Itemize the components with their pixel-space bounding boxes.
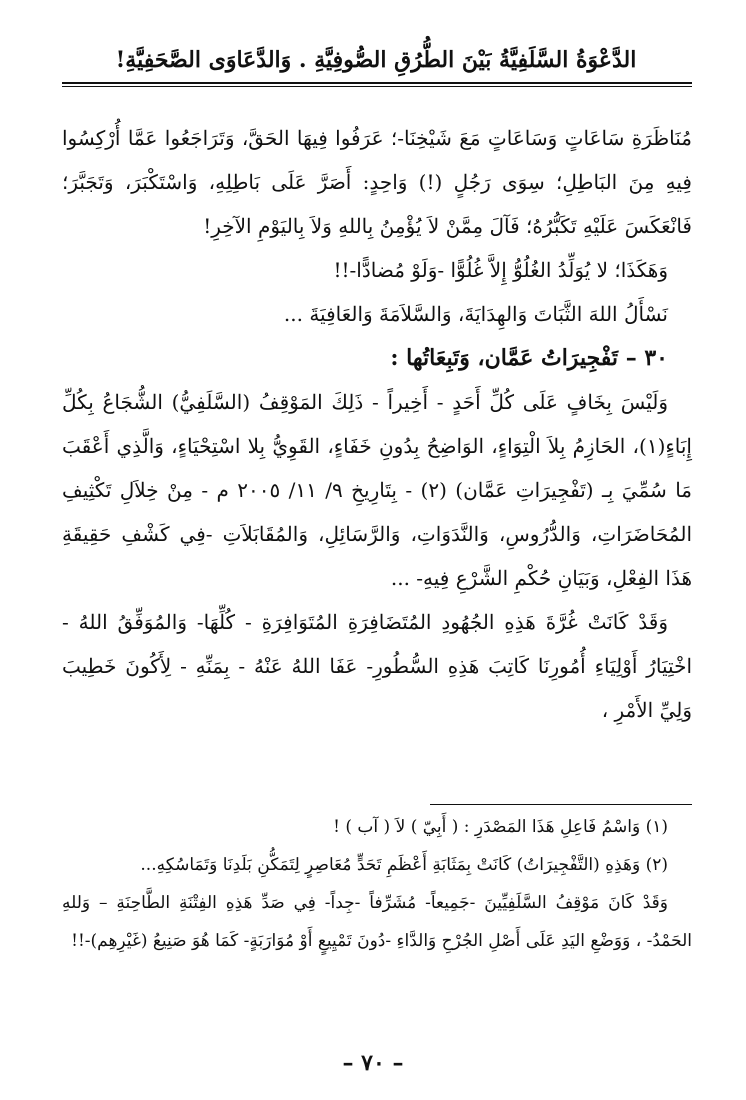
footnote-2-continued: وَقَدْ كَانَ مَوْقِفُ السَّلَفِيِّينَ -جَمِيعاً- مُشَرِّفاً -جِداً- فِي صَدِّ هَذِهِ الفِتْنَةِ الطَّاحِنَةِ – وَللهِ الحَمْدُ- ، وَوَضْعِ اليَدِ عَلَى أَصْلِ الجُرْحِ وَالدَّاءِ -دُونَ تَمْيِيعٍ أَوْ مُوَارَبَةٍ- كَمَا هُوَ صَنِيعُ (غَيْرِهِم)-!! <box>62 893 692 951</box>
header-rule-thin <box>62 86 692 87</box>
running-header: الدَّعْوَةُ السَّلَفِيَّةُ بَيْنَ الطُّرُقِ الصُّوفِيَّةِ . وَالدَّعَاوَى الصَّحَفِيَّةِ! <box>115 47 637 73</box>
paragraph-3: نَسْأَلُ اللهَ الثَّبَاتَ وَالهِدَايَةَ، وَالسَّلاَمَةَ وَالعَافِيَةَ ... <box>283 302 668 326</box>
page-number: – ٧٠ – <box>342 1050 404 1076</box>
footnote-1: (١) وَاسْمُ فَاعِلِ هَذَا المَصْدَرِ : ( أَبِيّ ) لاَ ( آب ) ! <box>333 817 668 837</box>
paragraph-4: وَلَيْسَ بِخَافٍ عَلَى كُلِّ أَحَدٍ - أَخِيراً - ذَلِكَ المَوْقِفُ (السَّلَفِيُّ) الشُّجَاعُ بِكُلِّ إِبَاءٍ(١)، الحَازِمُ بِلاَ الْتِوَاءٍ، الوَاضِحُ بِدُونِ خَفَاءٍ، القَوِيُّ بِلا اسْتِحْيَاءٍ، وَالَّذِي أَعْقَبَ مَا سُمِّيَ بِـ (تَفْجِيرَاتِ عَمَّان) (٢) - بِتَارِيخِ ٩/ ١١/ ٢٠٠٥ م - مِنْ خِلاَلِ تَكْثِيفِ المُحَاضَرَاتِ، وَالدُّرُوسِ، وَالنَّدَوَاتِ، وَالرَّسَائِلِ، وَالمُقَابَلاَتِ -فِي كَشْفِ حَقِيقَةِ هَذَا الفِعْلِ، وَبَيَانِ حُكْمِ الشَّرْعِ فِيهِ- ... <box>62 390 692 590</box>
footnotes <box>62 804 692 960</box>
main-text <box>62 116 692 732</box>
paragraph-1: مُنَاظَرَةِ سَاعَاتٍ وَسَاعَاتٍ مَعَ شَيْخِنَا-؛ عَرَفُوا فِيهَا الحَقَّ، وَتَرَاجَعُوا عَمَّا أُرْكِسُوا فِيهِ مِنَ البَاطِلِ؛ سِوَى رَجُلٍ (!) وَاحِدٍ: أَصَرَّ عَلَى بَاطِلِهِ، وَاسْتَكْبَرَ، وَتَجَبَّرَ؛ فَانْعَكَسَ عَلَيْهِ تَكَبُّرُهُ؛ فَآلَ مِمَّنْ لاَ يُؤْمِنُ بِاللهِ وَلاَ بِاليَوْمِ الآخِرِ! <box>62 126 692 238</box>
footnote-2: (٢) وَهَذِهِ (التَّفْجِيرَاتُ) كَانَتْ بِمَثَابَةِ أَعْظَمِ تَحَدٍّ مُعَاصِرٍ لِتَمَكُّنِ بَلَدِنَا وَتَمَاسُكِهِ... <box>140 855 668 875</box>
header-rule <box>62 82 692 84</box>
section-heading: ٣٠ – تَفْجِيرَاتُ عَمَّان، وَتَبِعَاتُها : <box>390 345 668 371</box>
paragraph-5: وَقَدْ كَانَتْ غُرَّةَ هَذِهِ الجُهُودِ المُتَضَافِرَةِ المُتَوَافِرَةِ - كُلِّهَا- وَالمُوَفِّقُ اللهُ - اخْتِيَارُ أَوْلِيَاءِ أُمُورِنَا كَاتِبَ هَذِهِ السُّطُورِ- عَفَا اللهُ عَنْهُ - بِمَنِّهِ - لِأَكُونَ خَطِيبَ وَلِيِّ الأَمْرِ ، <box>62 610 692 722</box>
paragraph-2: وَهَكَذَا؛ لا يُوَلِّدُ الغُلُوُّ إِلاَّ غُلُوًّا -وَلَوْ مُضادًّا-!! <box>333 258 668 282</box>
